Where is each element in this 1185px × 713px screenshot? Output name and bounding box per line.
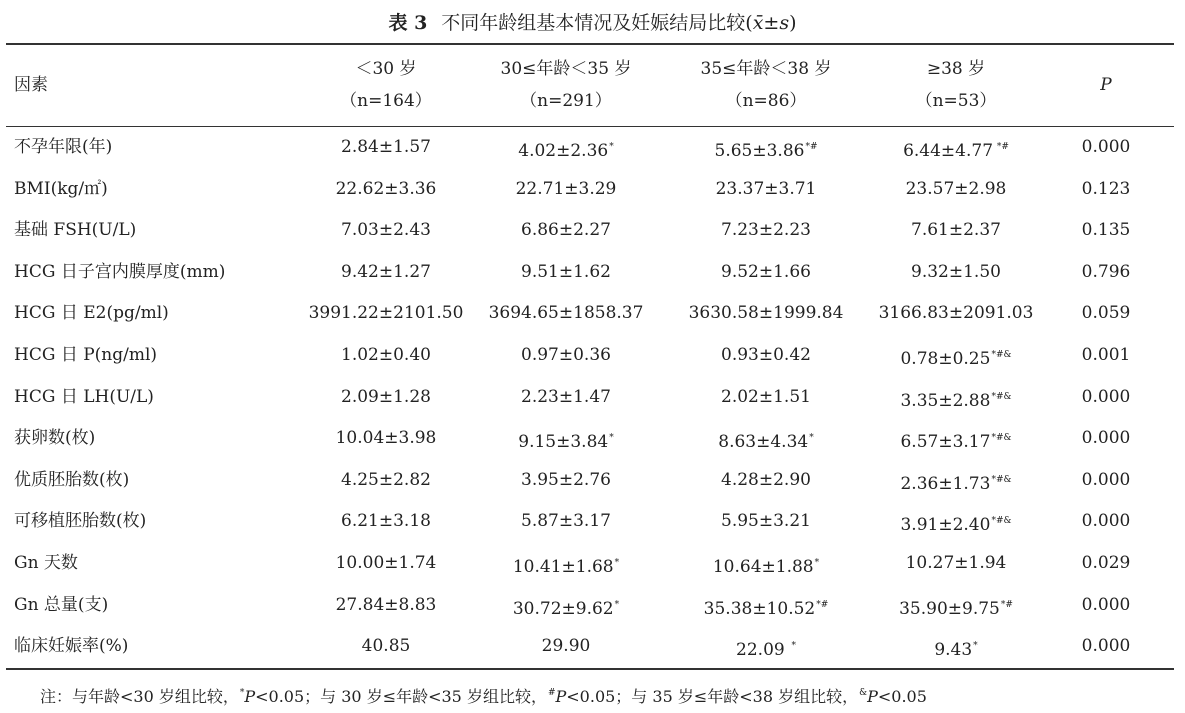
table-row	[6, 210, 1174, 252]
row-value	[856, 293, 1056, 335]
row-value	[466, 460, 666, 502]
value-text: 10.41±1.68	[512, 557, 614, 577]
significance-mark: *	[809, 433, 814, 444]
significance-mark: *	[609, 142, 614, 152]
row-value	[856, 127, 1056, 169]
header-factor	[14, 44, 274, 126]
row-value	[856, 585, 1056, 627]
row-value	[466, 543, 666, 585]
value-text: 10.27±1.94	[905, 553, 1007, 573]
row-factor: BMI(kg/㎡)	[14, 178, 108, 199]
row-value	[466, 127, 666, 169]
row-p-value: 0.059	[1081, 303, 1131, 324]
row-factor: 不孕年限(年)	[14, 137, 113, 157]
value-text: 40.85	[361, 636, 411, 657]
row-p-value: 0.135	[1081, 220, 1131, 241]
significance-mark: *	[609, 433, 614, 444]
row-factor: 获卵数(枚)	[14, 428, 96, 449]
header-group-label: ≥38 岁	[926, 59, 986, 79]
value-text: 2.36±1.73	[900, 473, 991, 494]
significance-mark: *	[614, 599, 620, 610]
table-row	[6, 335, 1174, 377]
header-group-label: ＜30 岁	[355, 59, 417, 79]
value-text: 9.52±1.66	[721, 261, 811, 282]
row-p-value: 0.000	[1081, 137, 1131, 157]
row-p-value: 0.000	[1081, 594, 1131, 615]
value-text: 9.42±1.27	[341, 261, 431, 282]
value-text: 0.97±0.36	[521, 345, 611, 365]
header-group-n: （n=53）	[915, 91, 997, 111]
row-value	[286, 460, 486, 502]
row-value	[466, 335, 666, 377]
row-factor: HCG 日 P(ng/ml)	[14, 345, 158, 365]
row-value	[666, 335, 866, 377]
row-value	[286, 252, 486, 294]
value-text: 8.63±4.34	[718, 432, 809, 453]
value-text: 7.23±2.23	[721, 220, 811, 241]
significance-mark: *#&	[991, 516, 1012, 527]
value-text: 4.25±2.82	[341, 469, 431, 490]
row-value	[856, 169, 1056, 211]
table-row	[6, 501, 1174, 543]
row-value	[666, 585, 866, 627]
header-p-label: P	[1100, 75, 1112, 95]
row-value	[466, 418, 666, 460]
header-group-n: （n=291）	[520, 91, 612, 111]
row-p-value: 0.123	[1081, 178, 1131, 199]
value-text: 2.23±1.47	[521, 386, 611, 407]
header-group-label: 30≤年龄＜35 岁	[500, 59, 632, 79]
note-text-3: <0.05	[877, 687, 927, 706]
row-value	[666, 377, 866, 419]
row-value	[466, 210, 666, 252]
significance-mark: *	[614, 558, 620, 568]
table-note	[40, 684, 927, 707]
value-text: 9.43	[934, 640, 973, 661]
value-text: 6.86±2.27	[521, 220, 611, 241]
row-factor: 临床妊娠率(%)	[14, 636, 129, 657]
significance-mark: *#&	[991, 391, 1012, 402]
note-p-2: P	[555, 687, 567, 706]
table-row	[6, 418, 1174, 460]
row-p-value: 0.029	[1081, 553, 1131, 573]
table-row	[6, 252, 1174, 294]
note-p-1: P	[244, 687, 256, 706]
value-text: 3630.58±1999.84	[688, 303, 844, 324]
value-text: 10.04±3.98	[335, 428, 437, 449]
significance-mark: *#&	[991, 433, 1012, 444]
significance-mark: *#	[805, 142, 818, 152]
note-mark-3: &	[859, 688, 868, 698]
value-text: 23.37±3.71	[715, 178, 817, 199]
row-value	[286, 501, 486, 543]
value-text: 3.35±2.88	[900, 390, 991, 411]
row-factor: Gn 总量(支)	[14, 594, 109, 615]
row-value	[666, 252, 866, 294]
value-text: 2.84±1.57	[341, 137, 431, 157]
bottom-rule	[6, 668, 1174, 670]
table-title	[0, 8, 1185, 35]
value-text: 5.65±3.86	[714, 141, 805, 161]
value-text: 2.02±1.51	[721, 386, 811, 407]
significance-mark: *#	[1000, 599, 1013, 610]
row-value	[286, 543, 486, 585]
significance-mark: *#	[816, 599, 829, 610]
table-row	[6, 626, 1174, 668]
significance-mark: *	[814, 558, 820, 568]
row-value	[666, 626, 866, 668]
header-group-label: 35≤年龄＜38 岁	[700, 59, 832, 79]
value-text: 35.90±9.75	[899, 598, 1000, 619]
note-prefix: 注：与年龄<30 岁组比较，	[40, 687, 239, 706]
row-value	[286, 418, 486, 460]
header-group-4	[856, 44, 1056, 126]
value-text: 0.78±0.25	[900, 349, 991, 369]
row-value	[286, 585, 486, 627]
row-factor: 可移植胚胎数(枚)	[14, 511, 147, 532]
header-group-n: （n=164）	[340, 91, 432, 111]
row-value	[856, 460, 1056, 502]
note-p-3: P	[867, 687, 878, 706]
value-text: 35.38±10.52	[703, 598, 816, 619]
row-value	[666, 210, 866, 252]
table-title-text: 不同年龄组基本情况及妊娠结局比较(	[441, 12, 753, 34]
table-row	[6, 585, 1174, 627]
value-text: 1.02±0.40	[341, 345, 431, 365]
value-text: 22.09	[736, 640, 785, 661]
value-text: 5.95±3.21	[721, 511, 811, 532]
table-row	[6, 127, 1174, 169]
row-p-value: 0.000	[1081, 469, 1131, 490]
value-text: 6.21±3.18	[341, 511, 431, 532]
value-text: 3.91±2.40	[900, 515, 991, 536]
row-factor: HCG 日 E2(pg/ml)	[14, 303, 169, 324]
header-group-3	[666, 44, 866, 126]
value-text: 6.57±3.17	[900, 432, 991, 453]
value-text: 23.57±2.98	[905, 178, 1007, 199]
row-value	[856, 626, 1056, 668]
value-text: 0.93±0.42	[721, 345, 811, 365]
value-text: 3.95±2.76	[521, 469, 611, 490]
row-factor: HCG 日 LH(U/L)	[14, 386, 154, 407]
row-p-value: 0.796	[1081, 261, 1131, 282]
note-text-2: <0.05；与 35 岁≤年龄<38 岁组比较，	[566, 687, 859, 706]
value-text: 3166.83±2091.03	[878, 303, 1034, 324]
row-factor: Gn 天数	[14, 553, 78, 573]
value-text: 7.03±2.43	[341, 220, 431, 241]
value-text: 9.32±1.50	[911, 261, 1001, 282]
table-row	[6, 293, 1174, 335]
row-p-value: 0.000	[1081, 386, 1131, 407]
header-group-1	[286, 44, 486, 126]
table-row	[6, 169, 1174, 211]
row-value	[466, 626, 666, 668]
row-value	[666, 127, 866, 169]
value-text: 27.84±8.83	[335, 594, 437, 615]
row-value	[856, 543, 1056, 585]
note-text-1: <0.05；与 30 岁≤年龄<35 岁组比较，	[255, 687, 547, 706]
row-value	[466, 501, 666, 543]
row-p-value: 0.001	[1081, 345, 1131, 365]
value-text: 5.87±3.17	[521, 511, 611, 532]
value-text: 2.09±1.28	[341, 386, 431, 407]
table-row	[6, 543, 1174, 585]
row-factor: HCG 日子宫内膜厚度(mm)	[14, 261, 226, 282]
value-text: 3694.65±1858.37	[488, 303, 644, 324]
row-value	[666, 460, 866, 502]
row-value	[466, 252, 666, 294]
row-value	[666, 293, 866, 335]
table-title-stat: x̄±s	[752, 12, 790, 34]
row-p-value: 0.000	[1081, 636, 1131, 657]
row-value	[286, 293, 486, 335]
value-text: 4.28±2.90	[721, 469, 811, 490]
header-group-2	[466, 44, 666, 126]
row-value	[286, 169, 486, 211]
note-mark-1: *	[239, 688, 245, 698]
row-value	[666, 543, 866, 585]
row-value	[856, 501, 1056, 543]
significance-mark: *#	[994, 142, 1009, 152]
row-value	[666, 501, 866, 543]
note-mark-2: #	[547, 688, 556, 698]
row-value	[286, 335, 486, 377]
table-label: 表 3	[388, 12, 428, 34]
row-value	[286, 626, 486, 668]
row-value	[856, 418, 1056, 460]
row-factor: 基础 FSH(U/L)	[14, 220, 137, 241]
value-text: 30.72±9.62	[512, 598, 614, 619]
row-value	[466, 585, 666, 627]
row-value	[466, 377, 666, 419]
row-value	[286, 127, 486, 169]
value-text: 9.51±1.62	[521, 261, 611, 282]
value-text: 10.64±1.88	[712, 557, 814, 577]
value-text: 10.00±1.74	[335, 553, 437, 573]
row-value	[856, 252, 1056, 294]
row-value	[666, 169, 866, 211]
value-text: 22.71±3.29	[515, 178, 617, 199]
row-value	[286, 377, 486, 419]
table-header-row	[6, 44, 1174, 126]
table-row	[6, 460, 1174, 502]
significance-mark: *#&	[991, 350, 1012, 360]
header-group-n: （n=86）	[725, 91, 807, 111]
value-text: 22.62±3.36	[335, 178, 437, 199]
value-text: 4.02±2.36	[518, 141, 609, 161]
significance-mark: *	[973, 641, 978, 652]
row-value	[856, 335, 1056, 377]
row-value	[466, 293, 666, 335]
header-p	[1056, 44, 1156, 126]
row-value	[666, 418, 866, 460]
value-text: 3991.22±2101.50	[308, 303, 464, 324]
value-text: 29.90	[541, 636, 591, 657]
row-value	[856, 210, 1056, 252]
table-row	[6, 377, 1174, 419]
value-text: 9.15±3.84	[518, 432, 609, 453]
row-value	[466, 169, 666, 211]
row-p-value: 0.000	[1081, 511, 1131, 532]
significance-mark: *#&	[991, 474, 1012, 485]
row-value	[286, 210, 486, 252]
row-value	[856, 377, 1056, 419]
header-factor-label: 因素	[14, 75, 48, 95]
row-factor: 优质胚胎数(枚)	[14, 469, 130, 490]
row-p-value: 0.000	[1081, 428, 1131, 449]
value-text: 6.44±4.77	[903, 141, 994, 161]
significance-mark: *	[785, 641, 796, 652]
value-text: 7.61±2.37	[911, 220, 1001, 241]
table-title-close: )	[789, 12, 797, 34]
